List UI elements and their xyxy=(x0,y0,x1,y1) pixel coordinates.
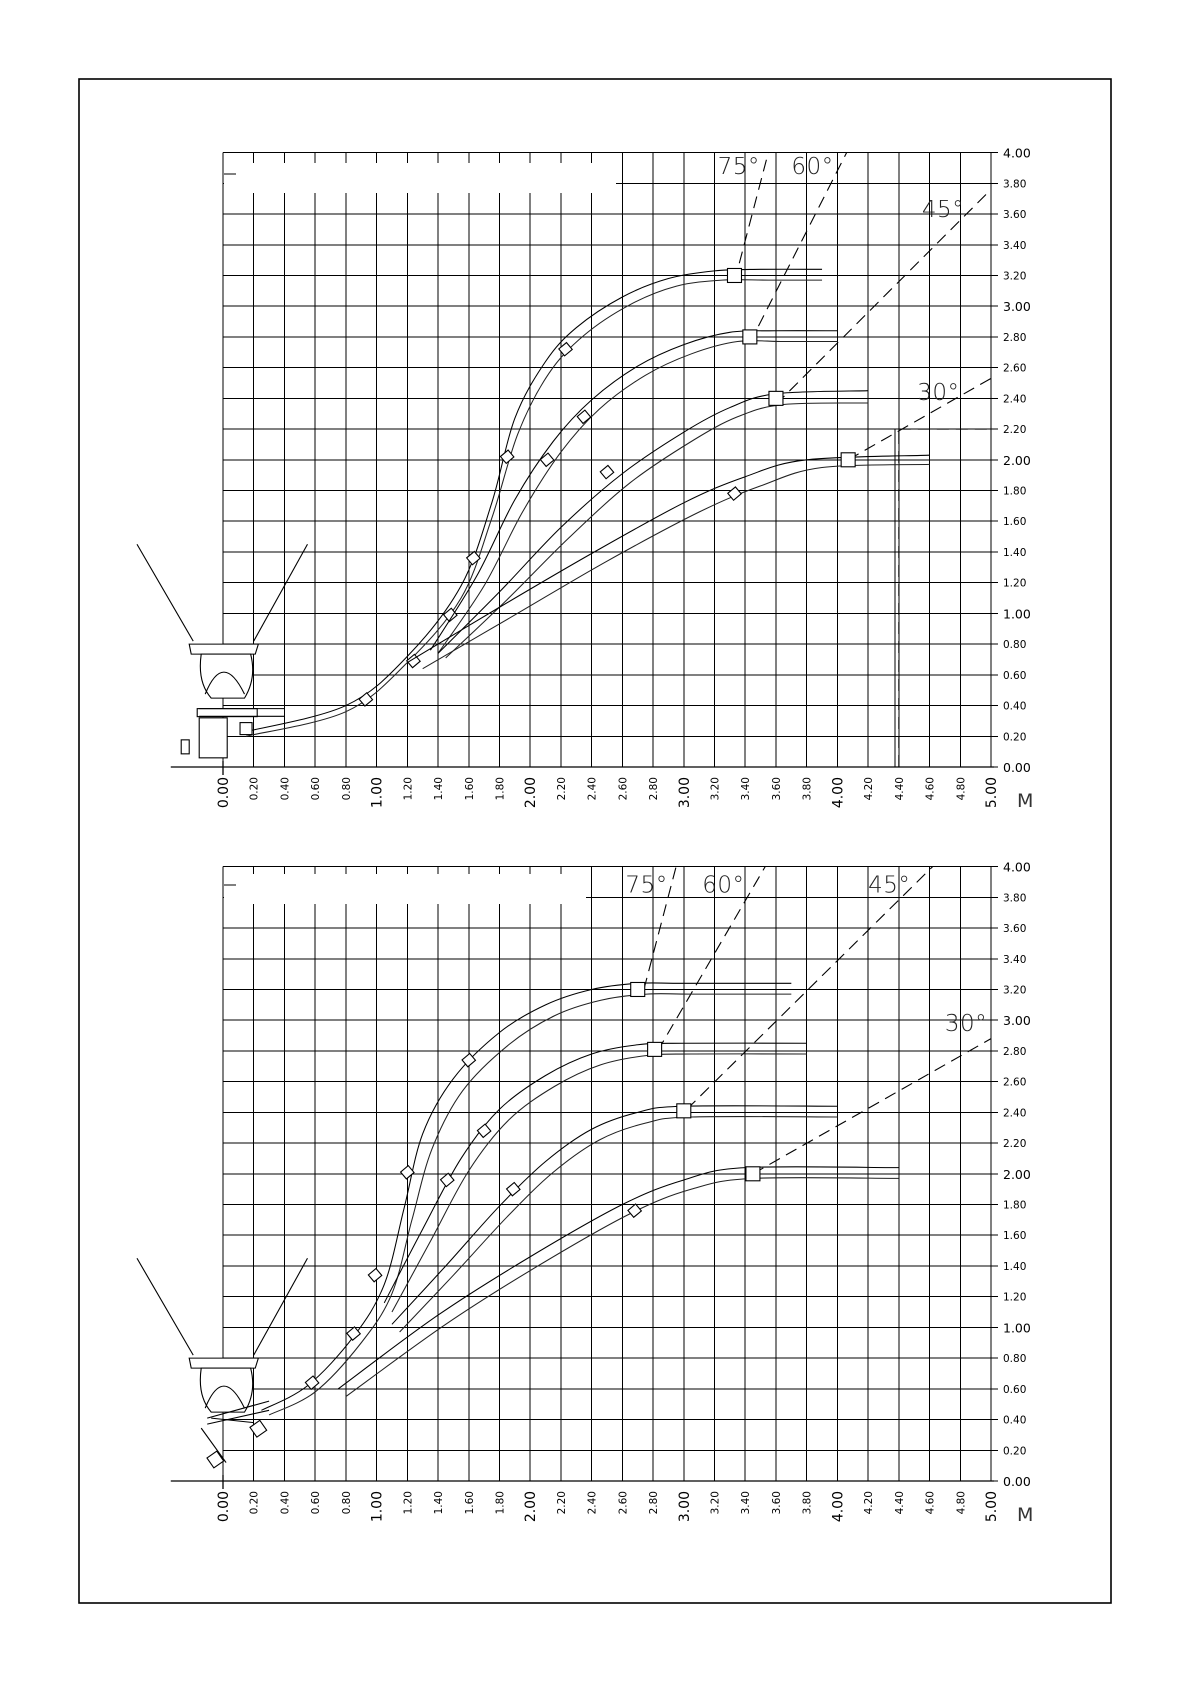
joint-marker xyxy=(368,1269,381,1282)
y-tick-label: 1.40 xyxy=(1003,546,1027,559)
x-tick-label: 4.40 xyxy=(893,777,906,801)
x-tick-label: 3.20 xyxy=(709,777,722,801)
angle-label: 75° xyxy=(625,872,668,899)
trajectory-curve-upper xyxy=(246,269,822,731)
y-tick-label: 0.20 xyxy=(1003,1445,1027,1458)
y-tick-label: 3.80 xyxy=(1003,892,1027,905)
x-tick-label: 4.80 xyxy=(955,777,968,801)
x-tick-label: 3.80 xyxy=(801,1491,814,1515)
x-tick-label: 5.00 xyxy=(984,1491,1000,1523)
y-tick-label: 0.00 xyxy=(1003,760,1031,775)
x-tick-label: 0.40 xyxy=(279,1491,292,1515)
y-tick-label: 2.80 xyxy=(1003,1045,1027,1058)
blank-label-strip xyxy=(224,163,616,193)
x-tick-label: 4.20 xyxy=(863,1491,876,1515)
x-tick-label: 1.80 xyxy=(494,777,507,801)
leader-line-left xyxy=(137,1258,193,1355)
angle-guide-line xyxy=(750,153,847,343)
y-tick-label: 1.40 xyxy=(1003,1260,1027,1273)
hopper-top xyxy=(189,1358,258,1368)
joint-marker xyxy=(648,1042,662,1056)
x-axis-unit-label: M xyxy=(1017,790,1034,812)
y-tick-label: 0.00 xyxy=(1003,1474,1031,1489)
base-foot xyxy=(181,740,189,754)
trajectory-curve-upper xyxy=(338,1167,899,1389)
y-tick-label: 3.60 xyxy=(1003,209,1027,222)
x-tick-label: 1.00 xyxy=(369,777,386,809)
x-tick-label: 0.80 xyxy=(340,777,353,801)
y-tick-label: 0.20 xyxy=(1003,731,1027,744)
y-tick-label: 3.40 xyxy=(1003,239,1027,252)
x-tick-label: 2.80 xyxy=(648,777,661,801)
y-tick-label: 2.40 xyxy=(1003,1107,1027,1120)
x-tick-label: 3.20 xyxy=(709,1491,722,1515)
leader-line-right xyxy=(254,1258,308,1355)
x-tick-label: 0.40 xyxy=(279,777,292,801)
joint-marker xyxy=(743,330,757,344)
x-tick-label: 2.60 xyxy=(617,1491,630,1515)
x-tick-label: 4.60 xyxy=(924,777,937,801)
x-tick-label: 2.80 xyxy=(648,1491,661,1515)
y-tick-label: 1.60 xyxy=(1003,1230,1027,1243)
x-tick-label: 5.00 xyxy=(984,777,1000,809)
x-tick-label: 3.00 xyxy=(676,1491,693,1523)
y-tick-label: 3.00 xyxy=(1003,299,1031,315)
y-tick-label: 1.80 xyxy=(1003,1199,1027,1212)
angle-guide-line xyxy=(687,867,933,1110)
y-tick-label: 2.20 xyxy=(1003,424,1027,437)
x-tick-label: 2.40 xyxy=(586,1491,599,1515)
x-axis-unit-label: M xyxy=(1017,1504,1034,1526)
joint-marker xyxy=(746,1167,760,1181)
x-tick-label: 3.80 xyxy=(801,777,814,801)
base-block xyxy=(199,718,227,758)
y-tick-label: 3.00 xyxy=(1003,1013,1031,1029)
y-tick-label: 4.00 xyxy=(1003,859,1031,875)
joint-marker xyxy=(477,1124,490,1137)
y-tick-label: 1.80 xyxy=(1003,485,1027,498)
angle-label: 45° xyxy=(868,872,911,899)
machine-illustration xyxy=(137,1258,307,1462)
angle-label: 30° xyxy=(917,379,960,406)
y-tick-label: 2.80 xyxy=(1003,331,1027,344)
x-tick-label: 4.00 xyxy=(830,777,847,809)
y-tick-label: 0.40 xyxy=(1003,700,1027,713)
x-tick-label: 3.60 xyxy=(770,1491,783,1515)
x-tick-label: 2.00 xyxy=(523,1491,540,1523)
y-tick-label: 1.60 xyxy=(1003,516,1027,529)
joint-marker xyxy=(441,1173,454,1186)
trajectory-curve-lower xyxy=(392,1054,807,1312)
blank-label-strip xyxy=(224,874,586,904)
angle-label: 60° xyxy=(702,872,745,899)
x-tick-label: 4.20 xyxy=(863,777,876,801)
angle-label: 45° xyxy=(921,197,965,224)
y-tick-label: 1.00 xyxy=(1003,606,1031,622)
joint-marker xyxy=(347,1327,360,1340)
machine-illustration xyxy=(137,544,307,758)
x-tick-label: 1.40 xyxy=(433,777,446,801)
hopper-body xyxy=(200,1368,252,1412)
x-tick-label: 2.60 xyxy=(617,777,630,801)
x-tick-label: 1.60 xyxy=(463,1491,476,1515)
x-tick-label: 4.80 xyxy=(955,1491,968,1515)
trajectory-curve-lower xyxy=(400,1117,838,1332)
trajectory-curve-lower xyxy=(446,403,868,658)
joint-marker xyxy=(841,453,855,467)
joint-marker xyxy=(401,1166,414,1179)
x-tick-label: 4.60 xyxy=(924,1491,937,1515)
base-plate xyxy=(197,709,257,717)
x-tick-label: 0.20 xyxy=(248,1491,261,1515)
y-tick-label: 1.20 xyxy=(1003,577,1027,590)
y-tick-label: 0.80 xyxy=(1003,639,1027,652)
angle-label: 60° xyxy=(791,154,834,181)
y-tick-label: 2.40 xyxy=(1003,393,1027,406)
y-tick-label: 3.80 xyxy=(1003,178,1027,191)
y-tick-label: 4.00 xyxy=(1003,145,1031,161)
joint-marker xyxy=(628,1204,641,1217)
x-tick-label: 0.60 xyxy=(310,777,323,801)
y-tick-label: 2.60 xyxy=(1003,362,1027,375)
joint-marker xyxy=(600,465,613,478)
y-tick-label: 2.00 xyxy=(1003,452,1031,468)
joint-marker xyxy=(359,693,372,706)
y-tick-label: 2.60 xyxy=(1003,1076,1027,1089)
x-tick-label: 1.00 xyxy=(369,1491,386,1523)
x-tick-label: 2.40 xyxy=(586,777,599,801)
y-tick-label: 0.60 xyxy=(1003,669,1027,682)
y-tick-label: 3.60 xyxy=(1003,923,1027,936)
angle-label: 30° xyxy=(944,1010,988,1037)
joint-marker xyxy=(769,391,783,405)
y-tick-label: 0.80 xyxy=(1003,1353,1027,1366)
y-tick-label: 3.20 xyxy=(1003,984,1027,997)
x-tick-label: 1.40 xyxy=(433,1491,446,1515)
x-tick-label: 0.00 xyxy=(216,1491,232,1523)
angle-label: 75° xyxy=(717,154,760,181)
x-tick-label: 1.60 xyxy=(463,777,476,801)
x-tick-label: 3.00 xyxy=(676,777,693,809)
x-tick-label: 4.00 xyxy=(830,1491,847,1523)
x-tick-label: 2.20 xyxy=(555,777,568,801)
trajectory-curve-upper xyxy=(392,1106,837,1325)
x-tick-label: 4.40 xyxy=(893,1491,906,1515)
x-tick-label: 3.40 xyxy=(740,1491,753,1515)
joint-marker xyxy=(631,982,645,996)
trajectory-chart-top xyxy=(137,146,1033,812)
x-tick-label: 0.60 xyxy=(310,1491,323,1515)
x-tick-label: 0.00 xyxy=(216,777,232,809)
y-tick-label: 1.20 xyxy=(1003,1291,1027,1304)
x-tick-label: 0.20 xyxy=(248,777,261,801)
x-tick-label: 1.80 xyxy=(494,1491,507,1515)
y-tick-label: 0.40 xyxy=(1003,1414,1027,1427)
y-tick-label: 2.00 xyxy=(1003,1166,1031,1182)
y-tick-label: 1.00 xyxy=(1003,1320,1031,1336)
base-marker xyxy=(207,1451,224,1468)
y-tick-label: 2.20 xyxy=(1003,1138,1027,1151)
x-tick-label: 3.40 xyxy=(740,777,753,801)
x-tick-label: 2.20 xyxy=(555,1491,568,1515)
x-tick-label: 0.80 xyxy=(340,1491,353,1515)
x-tick-label: 3.60 xyxy=(770,777,783,801)
y-tick-label: 0.60 xyxy=(1003,1383,1027,1396)
hopper-body xyxy=(200,654,252,698)
hopper-top xyxy=(189,644,258,654)
joint-marker xyxy=(677,1104,691,1118)
base-marker xyxy=(240,723,252,735)
trajectory-chart-bottom xyxy=(137,860,1033,1526)
joint-marker xyxy=(727,268,741,282)
joint-marker xyxy=(507,1182,520,1195)
leader-line-right xyxy=(254,544,308,641)
y-tick-label: 3.40 xyxy=(1003,953,1027,966)
x-tick-label: 1.20 xyxy=(402,1491,415,1515)
trajectory-curve-lower xyxy=(246,280,822,737)
leader-line-left xyxy=(137,544,193,641)
y-tick-label: 3.20 xyxy=(1003,270,1027,283)
x-tick-label: 1.20 xyxy=(402,777,415,801)
x-tick-label: 2.00 xyxy=(523,777,540,809)
